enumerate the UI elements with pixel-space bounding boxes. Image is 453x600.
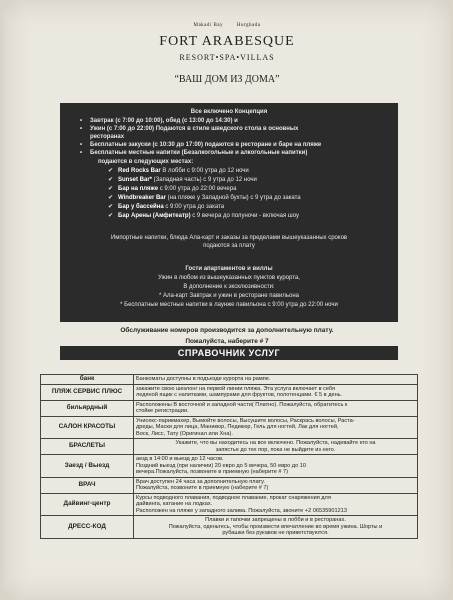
check-icon: ✔ [108, 177, 114, 183]
check-icon: ✔ [108, 186, 114, 192]
hotel-title: FORT ARABESQUE [159, 34, 295, 49]
service-desc: Плавки и тапочки запрещены в лобби и в ресторанах. Пожалуйста, оденьтесь, чтобы произвести впечатление во время ужина. Шорты и рубашки без рукавов не приветствуются. [134, 516, 418, 539]
service-desc: Расположены В восточной и западной части( Платно). Пожалуйста, обратитесь к стойке регистрации. [134, 400, 418, 416]
bar-item: ✔ Бар Арены (Амфитеатр) с 9 вечера до полуночи - включая шоу [108, 213, 299, 219]
table-row [41, 416, 418, 439]
check-icon: ✔ [108, 195, 114, 201]
concept-item: • Бесплатные местные напитки (Безалкогольные и алкогольные напитки) [80, 150, 308, 156]
table-row [41, 493, 418, 516]
concept-item: • Ужин (с 7:00 до 22:00) Подаются в стиле шведского стола в основных [80, 126, 299, 132]
services-table [40, 374, 418, 539]
bar-item: ✔ Бар у бассейна с 9:00 утра до заката [108, 204, 225, 210]
table-row [41, 477, 418, 493]
brand-locations [3, 23, 451, 28]
service-name: ПЛЯЖ СЕРВИС ПЛЮС [41, 384, 134, 400]
room-service-phone: Пожалуйста, наберите # 7 [185, 338, 269, 345]
table-row [41, 516, 418, 539]
service-name: банк [41, 375, 134, 385]
table-row [41, 384, 418, 400]
check-icon: ✔ [108, 213, 114, 219]
service-name: САЛОН КРАСОТЫ [41, 416, 134, 439]
brand-right: Hurghada [236, 23, 261, 28]
table-row [41, 400, 418, 416]
service-name: бильярдный [41, 400, 134, 416]
bar-item: ✔ Sunset Bar* (Западная часть) с 9 утра до 12 ночи [108, 177, 257, 183]
bar-item: ✔ Бар на пляже с 9:00 утра до 22:00 вечера [108, 186, 237, 192]
service-name: БРАСЛЕТЫ [41, 439, 134, 455]
service-desc: аезд в 14:00 и выезд до 12 часов. Поздний выезд (при наличии) 20 евро до 5 вечера, 50 евро до 10 вечера.Пожалуйста, позвоните в приемную (наберите # 7) [134, 455, 418, 478]
bar-item: ✔ Windbreaker Bar (на пляже у Западной бухты) с 9 утра до заката [108, 195, 301, 201]
services-directory-title: СПРАВОЧНИК УСЛУГ [60, 346, 398, 360]
imported-note: подаются за плату [203, 243, 255, 249]
guests-line: * Ала-карт Завтрак и ужин в ресторане павильона [159, 293, 299, 299]
brand-left: Makadi Bay [193, 23, 224, 28]
service-desc: Курсы подводного плавания, подводное плавание, прокат снаряжения для дайвинга, катание на лодках. Расположен на пляже у западного залива. Пожалуйста, звоните +2 06535901213 [134, 493, 418, 516]
concept-item: ресторанах [90, 134, 125, 140]
guests-line: * Бесплатные местные напитки в лаунже павильона с 9:00 утра до 22:00 ночи [120, 302, 338, 308]
service-name: Дайвинг-центр [41, 493, 134, 516]
service-desc: Укажите, что вы находитесь на все включено. Пожалуйста, надевайте его на запястье до тех пор, пока не выйдите из него. [134, 439, 418, 455]
document-page [3, 0, 451, 600]
room-service-note: Обслуживание номеров производится за дополнительную плату. [120, 327, 334, 334]
slogan: “ВАШ ДОМ ИЗ ДОМА” [174, 74, 280, 85]
concept-heading: Все включено Концепция [190, 109, 268, 115]
hotel-subtitle: RESORT•SPA•VILLAS [179, 53, 275, 62]
service-name: ВРАЧ [41, 477, 134, 493]
service-desc: Унисекс-парикмахер, Вымойте волосы, Высушите волосы, Раскрась волосы, Раста- дреды, Маски для лица, Маникюр, Педикюр, Гель для ногтей, Лак для ногтей, Воск, Лисс, Тату (Оригинал или Хна). [134, 416, 418, 439]
check-icon: ✔ [108, 204, 114, 210]
concept-item: • Бесплатные закуски (с 10:30 до 17:00) подаются в ресторане и баре на пляже [80, 142, 322, 148]
table-row [41, 455, 418, 478]
service-desc: Банкоматы доступны в подъезде курорта на рампе. [134, 375, 418, 385]
service-name: Заезд / Выезд [41, 455, 134, 478]
all-inclusive-concept-box [60, 103, 398, 322]
table-row [41, 439, 418, 455]
guests-line: В дополнение к эксклюзивности: [183, 284, 275, 290]
concept-item: подаются в следующих местах: [98, 159, 194, 165]
imported-note: Импортные напитки, блюда Ала-карт и заказы за пределами вышеуказанных сроков [110, 235, 348, 241]
check-icon: ✔ [108, 168, 114, 174]
table-row [41, 375, 418, 385]
guests-line: Ужин в любом из вышеуказанных пунктов курорта, [158, 275, 300, 281]
bar-item: ✔ Red Rocks Bar В лобби с 9:00 утра до 12 ночи [108, 168, 249, 174]
service-desc: Врач доступен 24 часа за дополнительную плату. Пожалуйста, позвоните в приемную (наберите # 7) [134, 477, 418, 493]
service-name: ДРЕСС-КОД [41, 516, 134, 539]
concept-item: • Завтрак (с 7:00 до 10:00), обед (с 13:00 до 14:30) и [80, 118, 238, 124]
service-desc: закажите свою шезлонг на первой линии пляжа. Эта услуга включает в себя ледяной ящик с напитками, шампурами для фруктов, полотенцами. € 5 в день. [134, 384, 418, 400]
guests-heading: Гости апартаментов и виллы [185, 266, 273, 272]
